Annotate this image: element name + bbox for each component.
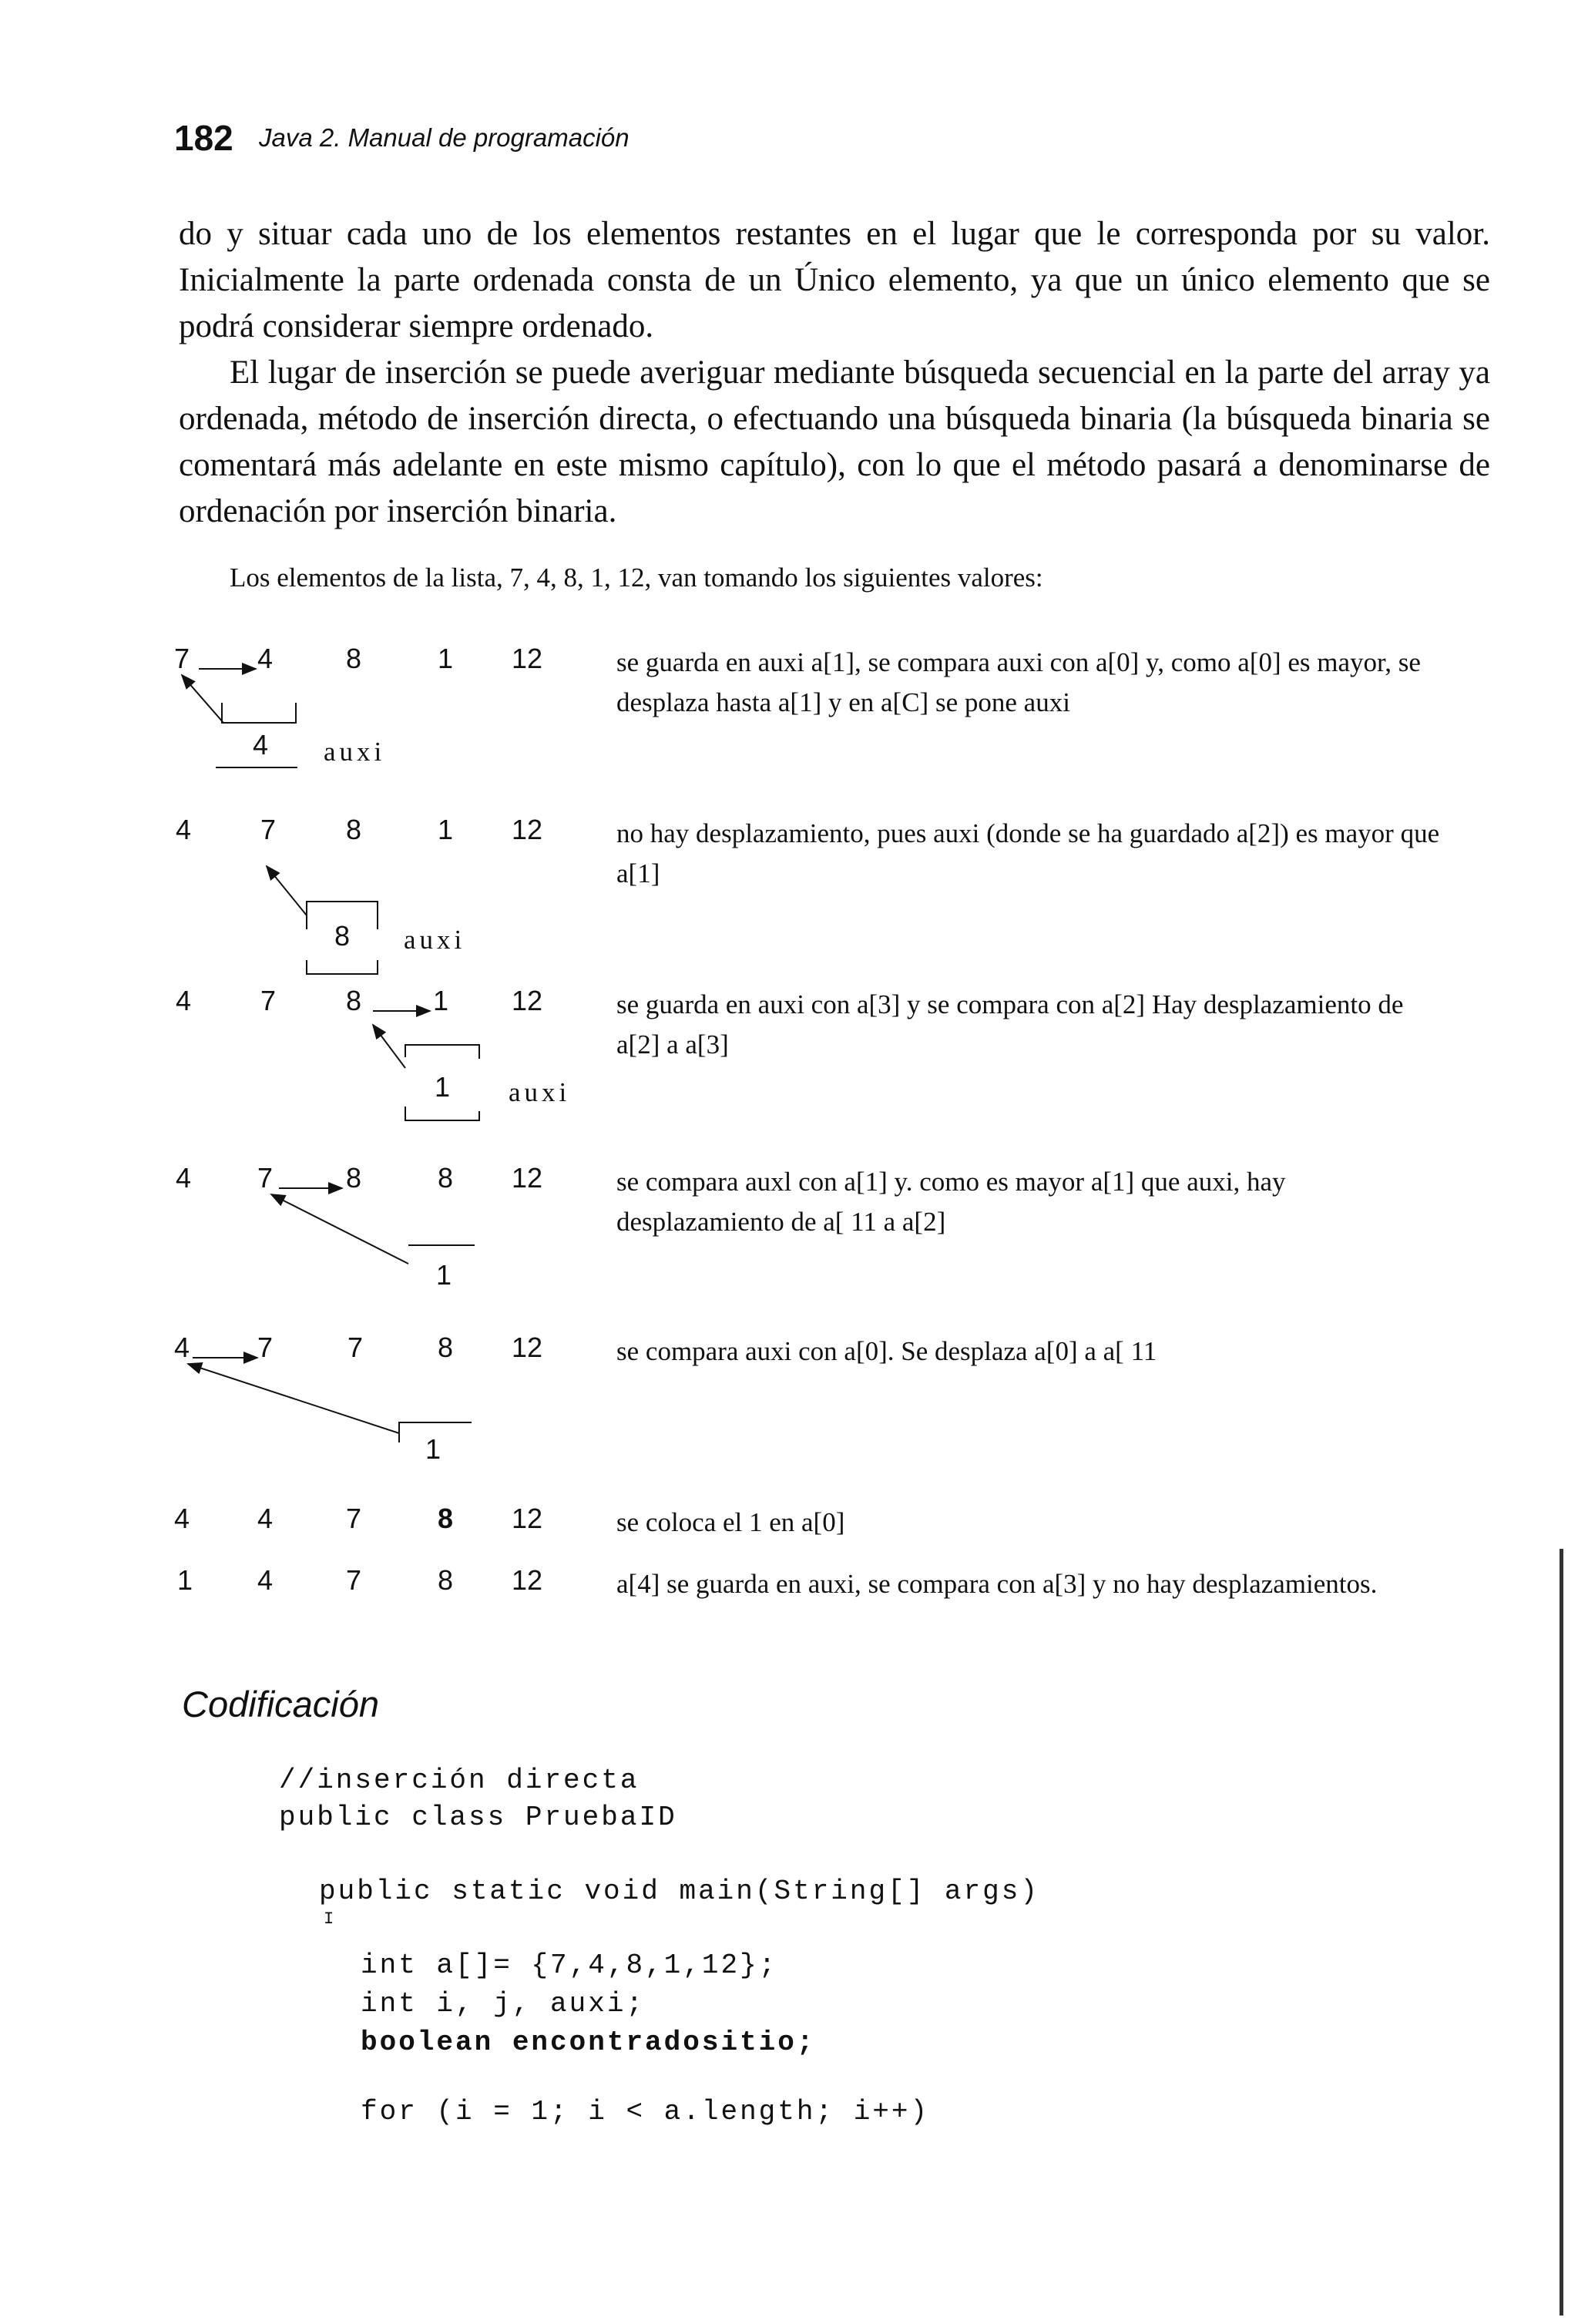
step6-value-1: 4 (174, 1503, 190, 1534)
step4-value-4: 8 (438, 1162, 454, 1194)
step7-value-3: 7 (346, 1564, 362, 1596)
step3-description: se guarda en auxi con a[3] y se compara con a[2] Hay desplazamiento de a[2] a a[3] (616, 989, 1404, 1060)
page-number: 182 (174, 118, 233, 158)
step4-value-5: 12 (512, 1162, 543, 1194)
step1-value-1: 7 (174, 643, 190, 674)
step2-value-5: 12 (512, 814, 543, 845)
step5-description: se compara auxi con a[0]. Se desplaza a[0] a a[ 11 (616, 1336, 1157, 1366)
step2-aux-value: 8 (334, 920, 351, 952)
code-line-6: int i, j, auxi; (361, 1988, 646, 2020)
step5-value-3: 7 (347, 1332, 364, 1363)
step5-value-2: 7 (257, 1332, 274, 1363)
step1-description: se guarda en auxi a[1], se compara auxi con a[0] y, como a[0] es mayor, se desplaza hasta a[1] y en a[C] se pone auxi (616, 647, 1421, 717)
running-header-title: Java 2. Manual de programación (259, 123, 630, 152)
step3-value-5: 12 (512, 985, 543, 1016)
step3-value-4: 1 (433, 985, 449, 1016)
step1-aux-value: 4 (253, 729, 269, 761)
code-line-3: public static void main(String[] args) (319, 1876, 1039, 1907)
step7-value-4: 8 (438, 1564, 454, 1596)
step2-value-3: 8 (346, 814, 362, 845)
step1-box (222, 703, 296, 723)
step4-aux-value: 1 (436, 1259, 452, 1291)
step1-value-5: 12 (512, 643, 543, 674)
step6-value-2: 4 (257, 1503, 274, 1534)
step2-aux-label: auxi (404, 925, 466, 955)
step4-diag (271, 1194, 408, 1264)
paragraph-2: El lugar de inserción se puede averiguar mediante búsqueda secuencial en la parte del array ya ordenada, método de inserción directa, o efectuando una búsqueda binaria (la búsqueda binaria se comentará más adelante en este mismo capítulo), con lo que el método pasará a denominarse de ordenación por inserción binaria. (179, 354, 1490, 529)
step4-value-2: 7 (257, 1162, 274, 1194)
step5-diag (188, 1364, 399, 1433)
code-line-5: int a[]= {7,4,8,1,12}; (361, 1950, 778, 1981)
step1-value-4: 1 (438, 643, 454, 674)
step5-value-1: 4 (174, 1332, 190, 1363)
code-line-1: //inserción directa (279, 1765, 640, 1796)
paragraph-1: do y situar cada uno de los elementos restantes en el lugar que le corresponda por su valor. Inicialmente la parte ordenada consta de un Único elemento, ya que un único elemento que se podrá considerar siempre ordenado. (179, 216, 1490, 344)
scan-edge-bar (1560, 1549, 1563, 2316)
step7-description: a[4] se guarda en auxi, se compara con a[3] y no hay desplazamientos. (616, 1569, 1378, 1599)
step6-value-4: 8 (438, 1503, 454, 1534)
step3-box (405, 1045, 479, 1059)
step3-aux-value: 1 (435, 1071, 451, 1103)
step4-value-3: 8 (346, 1162, 362, 1194)
section-title: Codificación (182, 1684, 380, 1725)
step3-box-bottom (405, 1107, 479, 1120)
intro-line: Los elementos de la lista, 7, 4, 8, 1, 12, van tomando los siguientes valores: (230, 563, 1043, 593)
step1-value-2: 4 (257, 643, 274, 674)
step2-value-1: 4 (176, 814, 192, 845)
step2-description: no hay desplazamiento, pues auxi (donde se ha guardado a[2]) es mayor que a[1] (616, 818, 1440, 888)
step1-aux-label: auxi (324, 737, 386, 767)
step4-value-1: 4 (176, 1162, 192, 1194)
step5-value-4: 8 (438, 1332, 454, 1363)
step4-description: se compara auxl con a[1] y. como es mayor a[1] que auxi, hay desplazamiento de a[ 11 a a[2] (616, 1167, 1286, 1237)
step2-box-bottom (307, 960, 378, 974)
step6-description: se coloca el 1 en a[0] (616, 1507, 845, 1537)
step3-value-1: 4 (176, 985, 192, 1016)
step5-value-5: 12 (512, 1332, 543, 1363)
step1-value-3: 8 (346, 643, 362, 674)
step2-value-2: 7 (260, 814, 277, 845)
code-line-2: public class PruebaID (279, 1802, 677, 1833)
step3-diag (373, 1025, 405, 1068)
step6-value-3: 7 (346, 1503, 362, 1534)
step2-value-4: 1 (438, 814, 454, 845)
code-line-4: I (324, 1909, 337, 1929)
step3-aux-label: auxi (509, 1077, 571, 1107)
step7-value-5: 12 (512, 1564, 543, 1596)
step6-value-5: 12 (512, 1503, 543, 1534)
step3-value-3: 8 (346, 985, 362, 1016)
step2-diag (267, 866, 307, 915)
step1-diag (182, 675, 223, 723)
step3-value-2: 7 (260, 985, 277, 1016)
step5-aux-value: 1 (425, 1433, 442, 1465)
step7-value-1: 1 (177, 1564, 193, 1596)
code-line-8: for (i = 1; i < a.length; i++) (361, 2096, 930, 2128)
code-line-7: boolean encontradositio; (361, 2027, 816, 2058)
step7-value-2: 4 (257, 1564, 274, 1596)
